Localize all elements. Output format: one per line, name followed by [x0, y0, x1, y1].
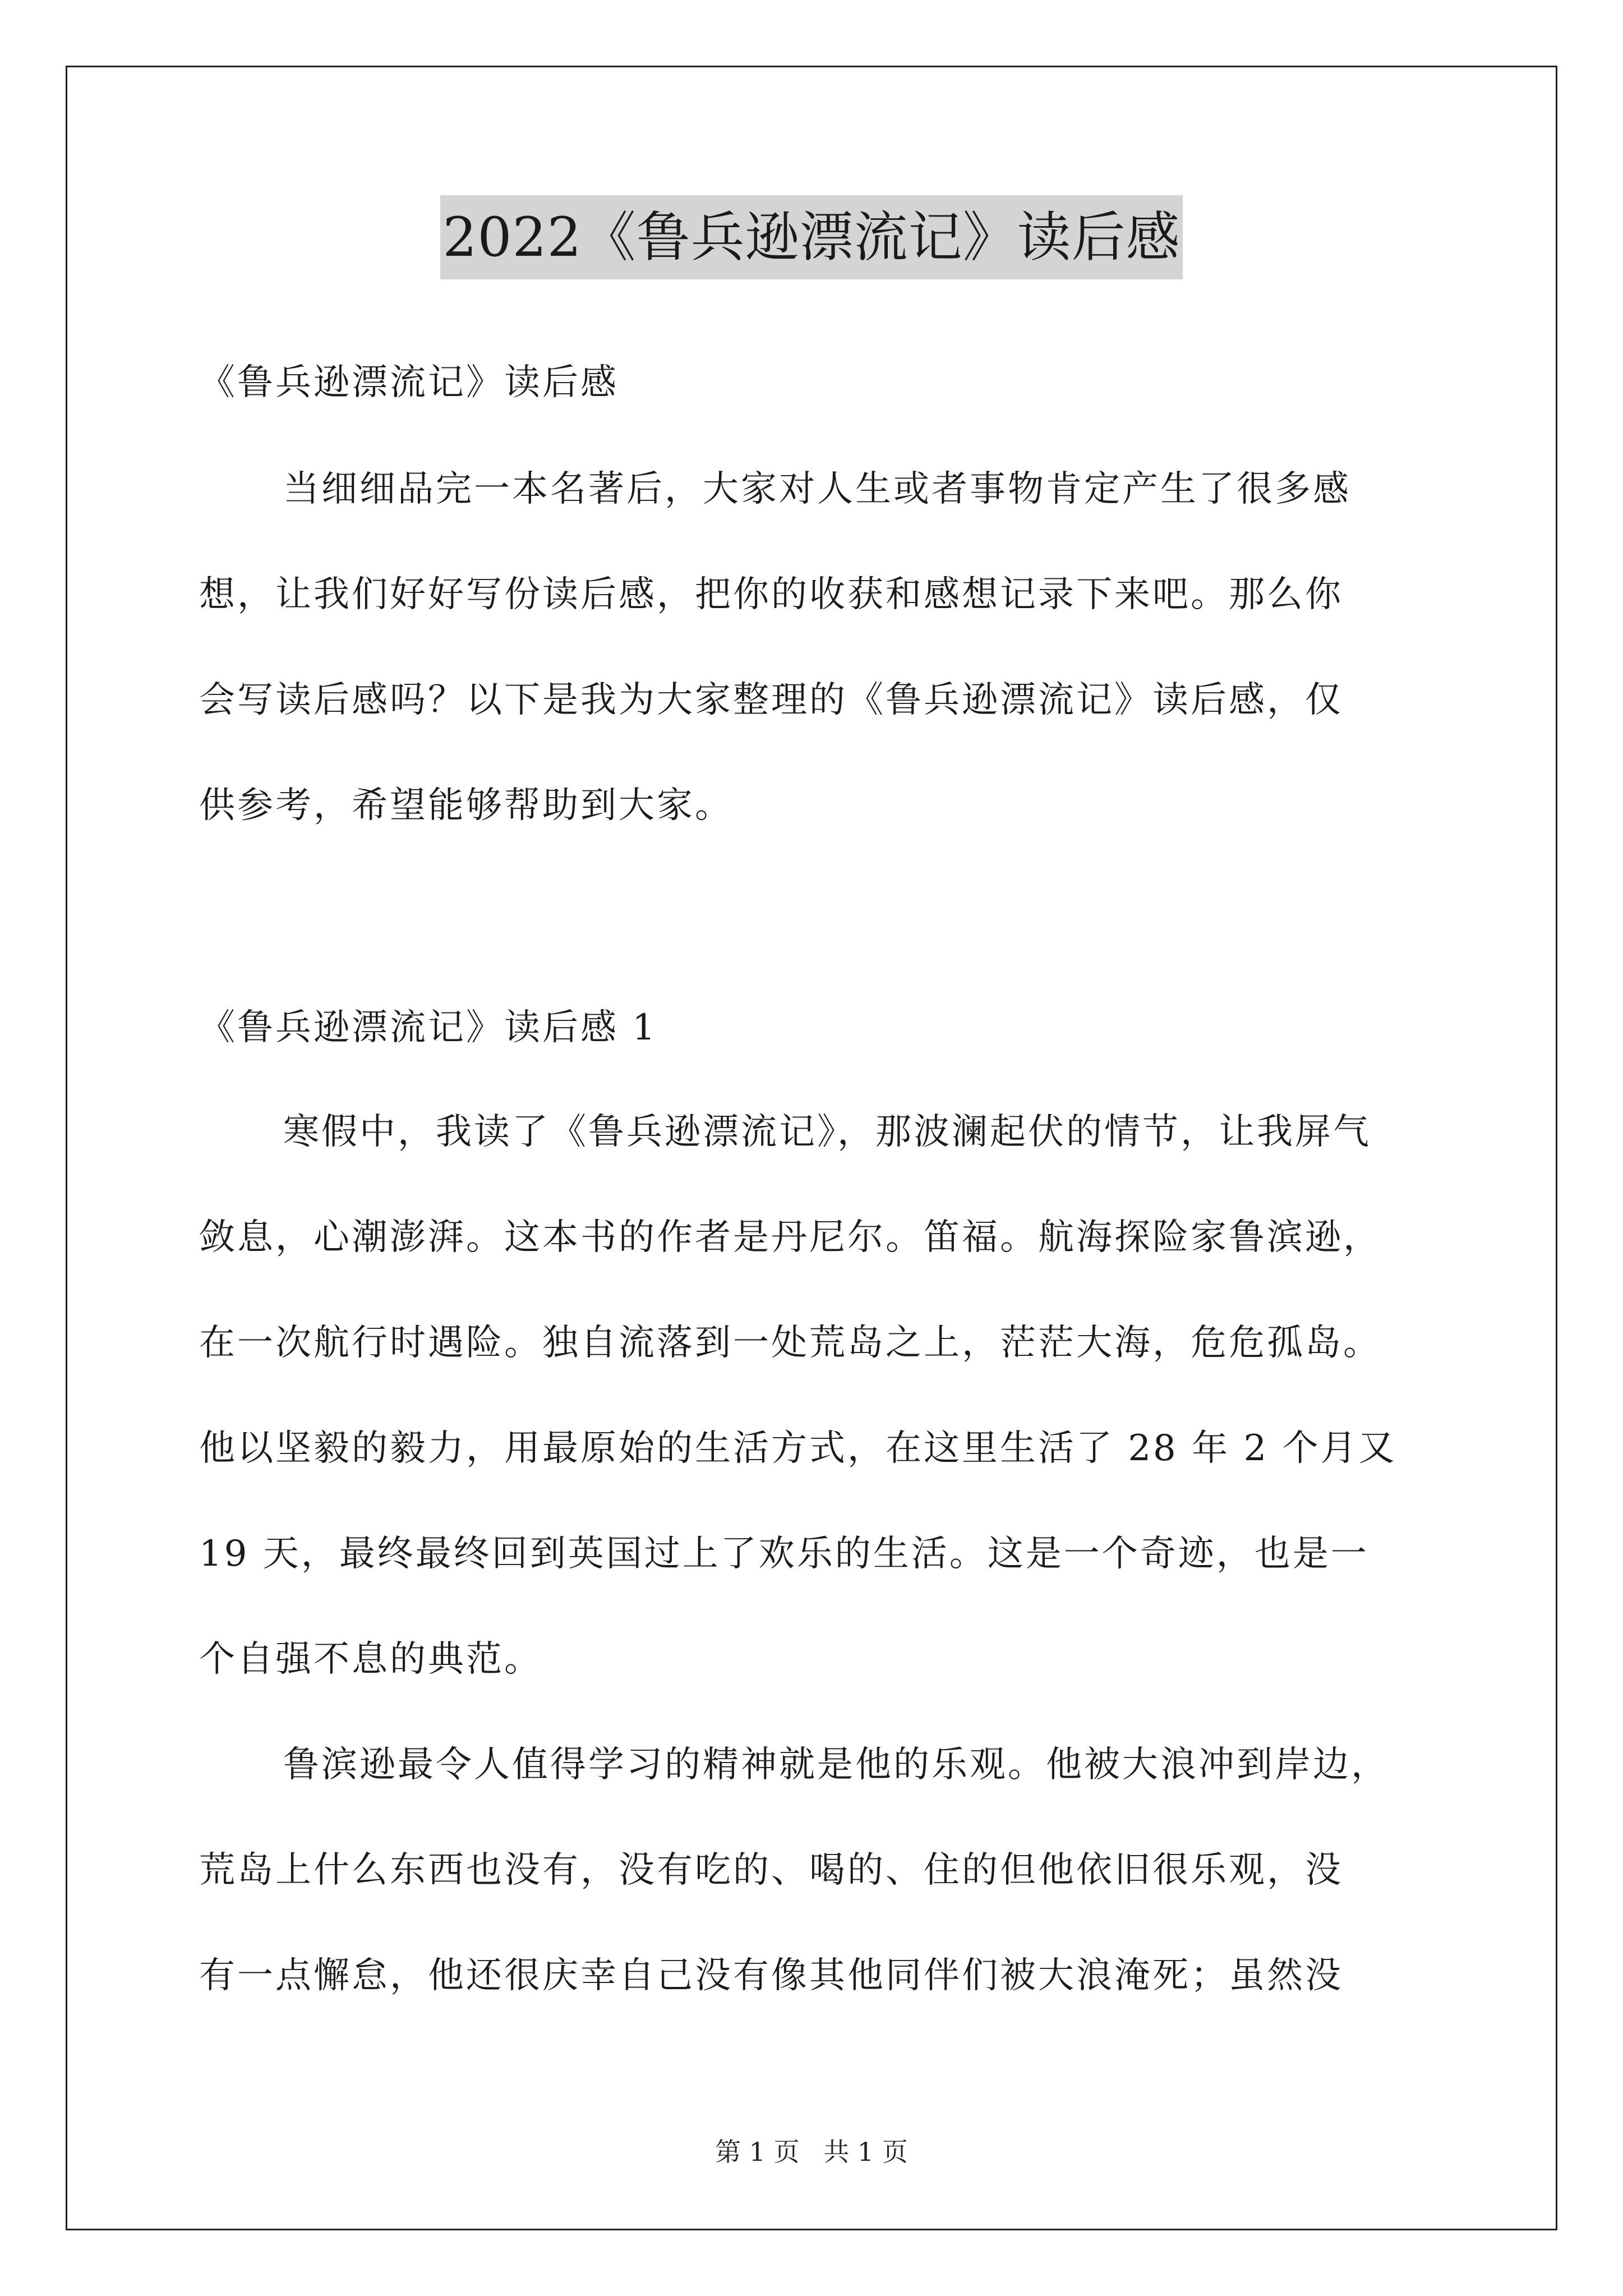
- paragraph-line: 在一次航行时遇险。独自流落到一处荒岛之上，茫茫大海，危危孤岛。: [199, 1322, 1381, 1364]
- title-container: [0, 195, 1623, 279]
- section-heading: 《鲁兵逊漂流记》读后感: [199, 362, 619, 403]
- page-total: 共 1 页: [823, 2137, 908, 2167]
- paragraph-line: 有一点懈怠，他还很庆幸自己没有像其他同伴们被大浪淹死；虽然没: [199, 1955, 1343, 1996]
- section-heading: 《鲁兵逊漂流记》读后感 1: [199, 1007, 658, 1048]
- paragraph-line: 个自强不息的典范。: [199, 1639, 542, 1680]
- intro-line: 当细细品完一本名著后，大家对人生或者事物肯定产生了很多感: [283, 468, 1351, 510]
- paragraph-line: 他以坚毅的毅力，用最原始的生活方式，在这里生活了 28 年 2 个月又: [199, 1428, 1397, 1469]
- paragraph-line: 鲁滨逊最令人值得学习的精神就是他的乐观。他被大浪冲到岸边，: [283, 1744, 1389, 1786]
- document-title: 2022《鲁兵逊漂流记》读后感: [440, 195, 1182, 279]
- intro-line: 供参考，希望能够帮助到大家。: [199, 785, 733, 826]
- paragraph-line: 寒假中，我读了《鲁兵逊漂流记》，那波澜起伏的情节，让我屏气: [283, 1111, 1371, 1153]
- intro-line: 会写读后感吗？以下是我为大家整理的《鲁兵逊漂流记》读后感，仅: [199, 679, 1343, 721]
- paragraph-line: 敛息，心潮澎湃。这本书的作者是丹尼尔。笛福。航海探险家鲁滨逊，: [199, 1217, 1381, 1258]
- paragraph-line: 19 天，最终最终回到英国过上了欢乐的生活。这是一个奇迹，也是一: [199, 1533, 1369, 1575]
- paragraph-line: 荒岛上什么东西也没有，没有吃的、喝的、住的但他依旧很乐观，没: [199, 1849, 1343, 1891]
- page-footer: [0, 2132, 1623, 2169]
- intro-line: 想，让我们好好写份读后感，把你的收获和感想记录下来吧。那么你: [199, 574, 1343, 615]
- page-number: 第 1 页: [715, 2137, 800, 2167]
